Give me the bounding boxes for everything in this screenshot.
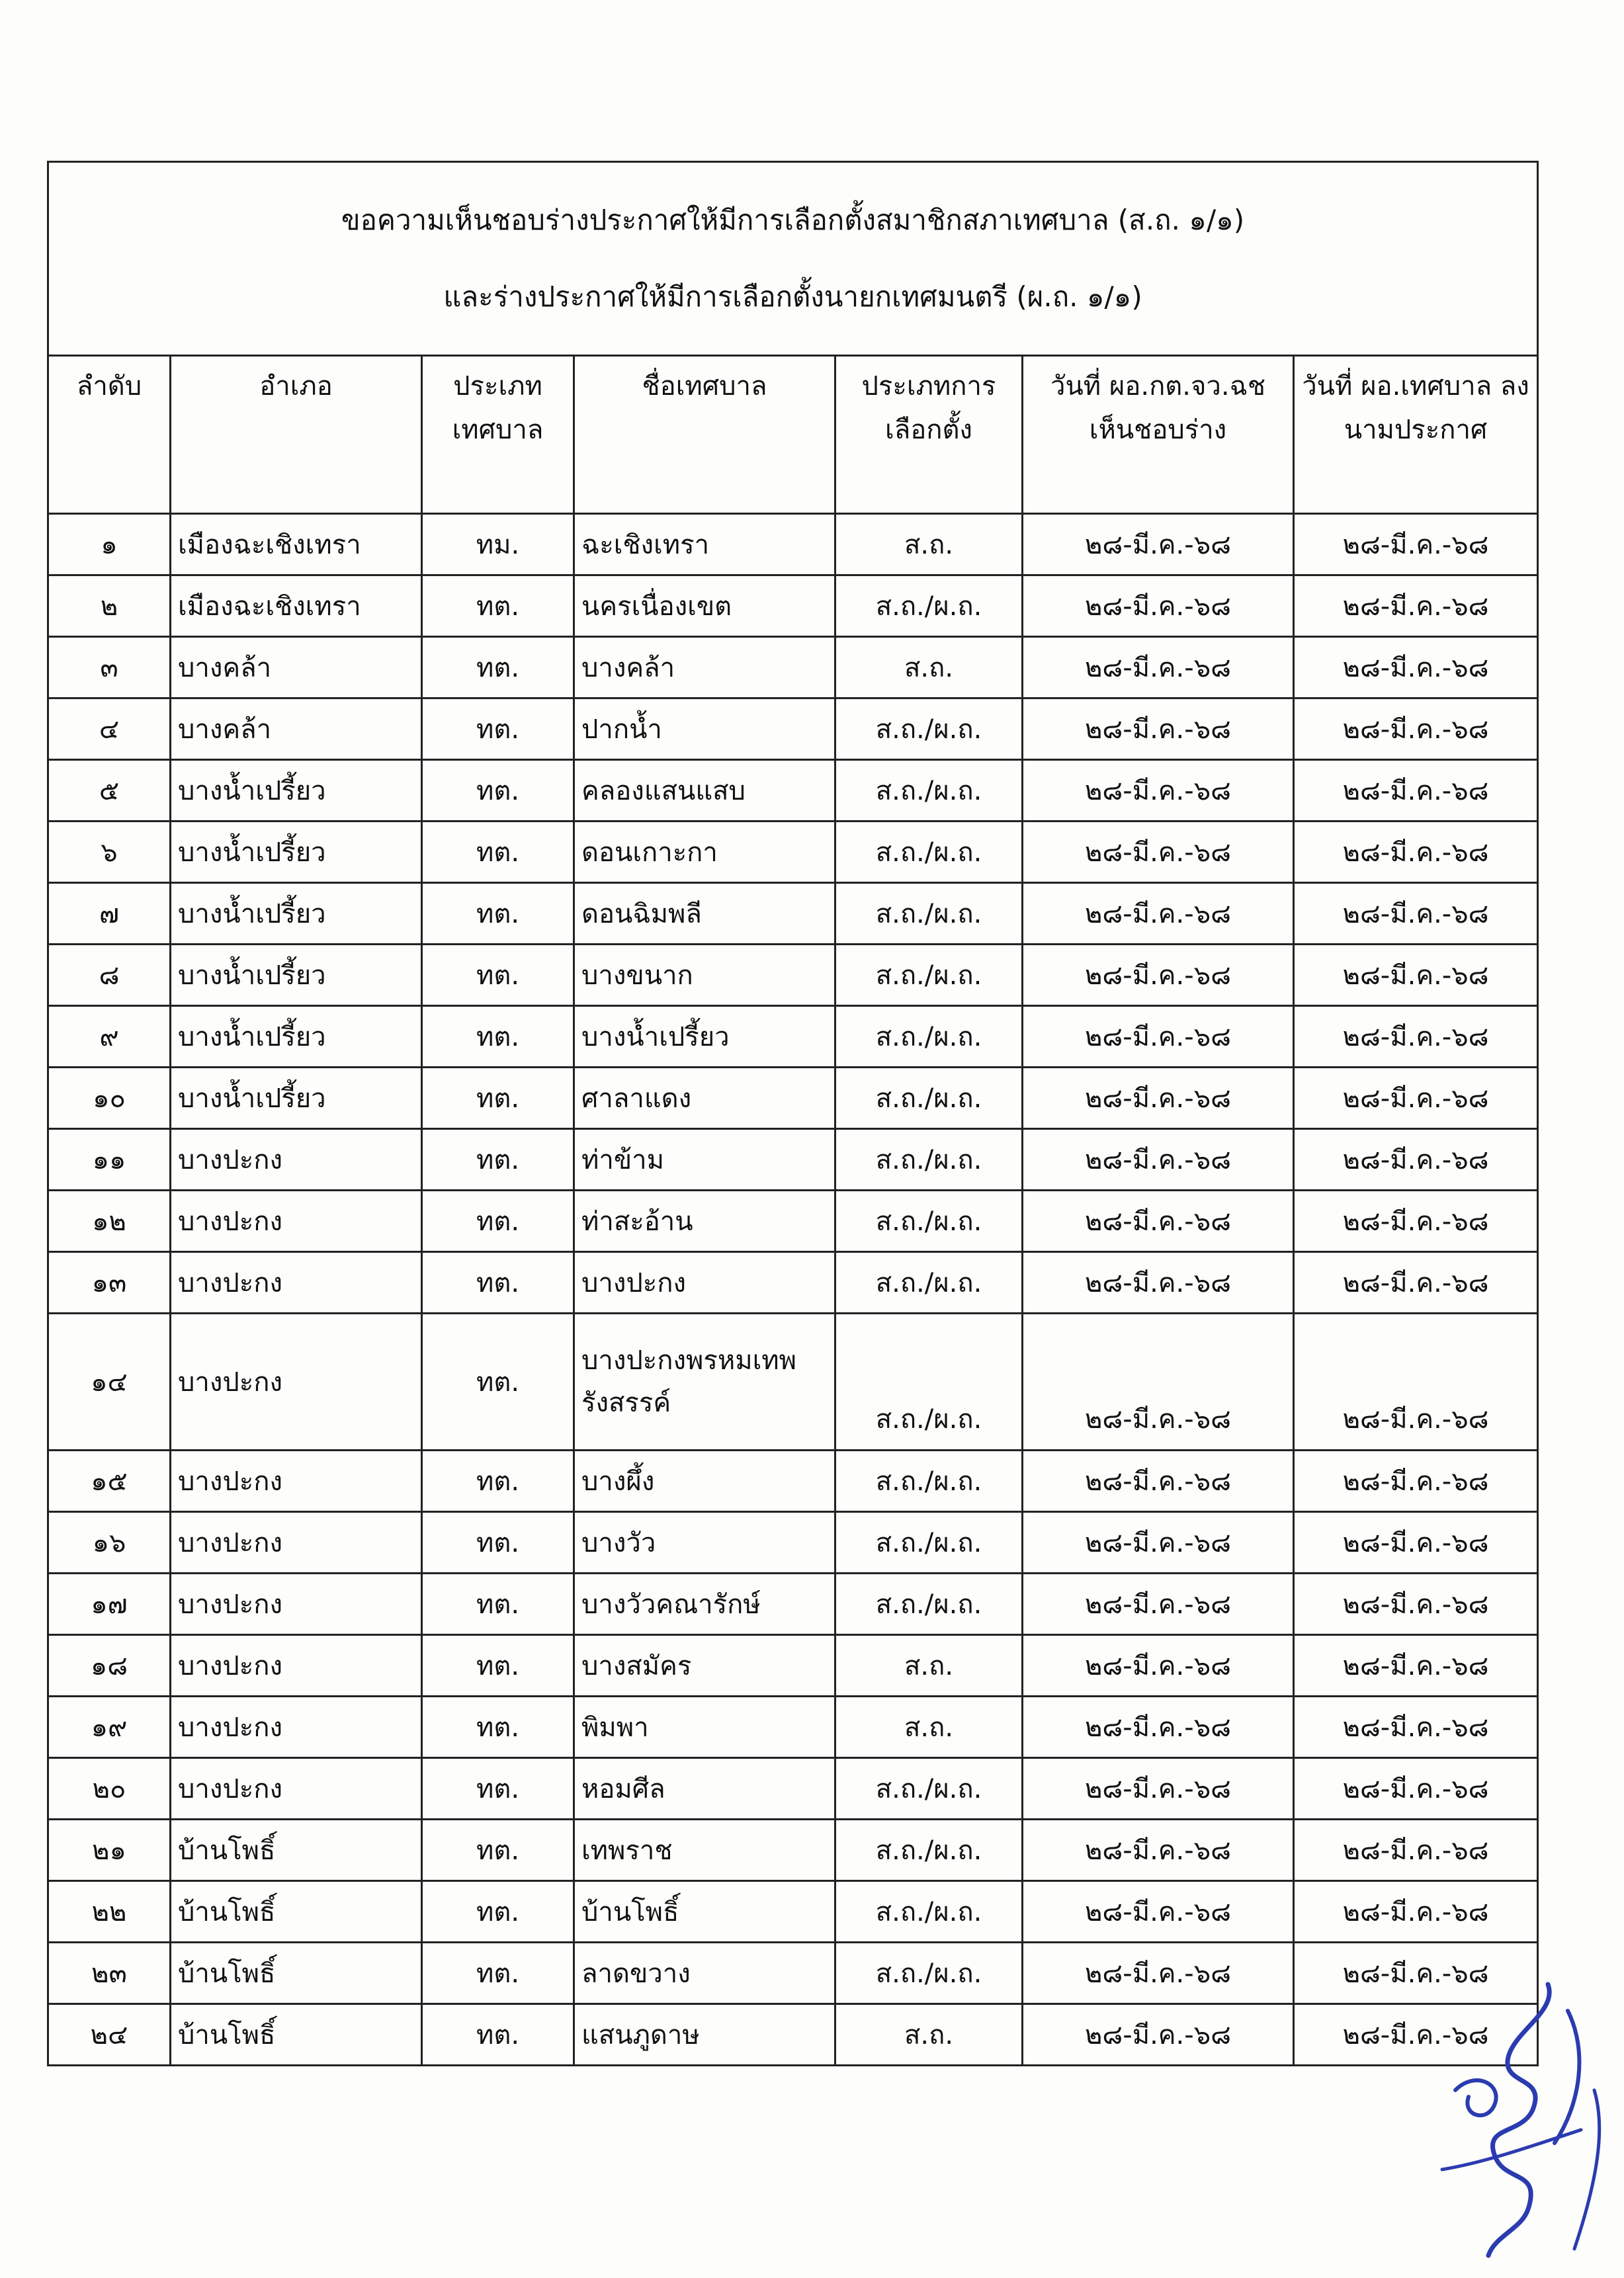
cell-no: ๑๗ [48, 1574, 171, 1635]
cell-no: ๒๒ [48, 1881, 171, 1943]
cell-signed-date: ๒๘-มี.ค.-๖๘ [1294, 1191, 1538, 1252]
cell-approve-date: ๒๘-มี.ค.-๖๘ [1023, 760, 1294, 822]
cell-election-type: ส.ถ./ผ.ถ. [835, 1820, 1023, 1881]
cell-approve-date: ๒๘-มี.ค.-๖๘ [1023, 1943, 1294, 2004]
title-line-2: และร่างประกาศให้มีการเลือกตั้งนายกเทศมนตรี (ผ.ถ. ๑/๑) [443, 280, 1142, 313]
cell-election-type: ส.ถ. [835, 1635, 1023, 1697]
table-title [48, 162, 1538, 356]
cell-signed-date: ๒๘-มี.ค.-๖๘ [1294, 1512, 1538, 1574]
cell-election-type: ส.ถ./ผ.ถ. [835, 1252, 1023, 1314]
cell-election-type: ส.ถ./ผ.ถ. [835, 1451, 1023, 1512]
cell-approve-date: ๒๘-มี.ค.-๖๘ [1023, 1820, 1294, 1881]
cell-signed-date: ๒๘-มี.ค.-๖๘ [1294, 637, 1538, 698]
cell-name: ดอนเกาะกา [574, 822, 835, 883]
cell-no: ๙ [48, 1006, 171, 1068]
cell-election-type: ส.ถ./ผ.ถ. [835, 1129, 1023, 1191]
table-row [48, 1697, 1538, 1758]
column-header-row [48, 356, 1538, 514]
cell-signed-date: ๒๘-มี.ค.-๖๘ [1294, 945, 1538, 1006]
table-row [48, 1129, 1538, 1191]
cell-type: ทต. [422, 1758, 574, 1820]
cell-type: ทต. [422, 1635, 574, 1697]
cell-no: ๑๓ [48, 1252, 171, 1314]
table-row [48, 822, 1538, 883]
cell-approve-date: ๒๘-มี.ค.-๖๘ [1023, 575, 1294, 637]
cell-no: ๑๕ [48, 1451, 171, 1512]
municipal-election-table [47, 161, 1539, 2066]
cell-name: บางคล้า [574, 637, 835, 698]
table-row [48, 1881, 1538, 1943]
table-row [48, 1191, 1538, 1252]
cell-name: บางปะกงพรหมเทพ รังสรรค์ [574, 1314, 835, 1451]
cell-no: ๒๑ [48, 1820, 171, 1881]
cell-approve-date: ๒๘-มี.ค.-๖๘ [1023, 1758, 1294, 1820]
table-row [48, 514, 1538, 575]
cell-type: ทต. [422, 822, 574, 883]
cell-no: ๘ [48, 945, 171, 1006]
cell-no: ๗ [48, 883, 171, 945]
cell-signed-date: ๒๘-มี.ค.-๖๘ [1294, 1881, 1538, 1943]
cell-type: ทต. [422, 1068, 574, 1129]
table-row [48, 575, 1538, 637]
cell-name: ศาลาแดง [574, 1068, 835, 1129]
cell-signed-date: ๒๘-มี.ค.-๖๘ [1294, 1451, 1538, 1512]
cell-name: บ้านโพธิ์ [574, 1881, 835, 1943]
cell-approve-date: ๒๘-มี.ค.-๖๘ [1023, 1574, 1294, 1635]
handwritten-signature [1416, 1971, 1614, 2275]
cell-election-type: ส.ถ./ผ.ถ. [835, 1068, 1023, 1129]
cell-district: เมืองฉะเชิงเทรา [171, 514, 422, 575]
cell-signed-date: ๒๘-มี.ค.-๖๘ [1294, 1006, 1538, 1068]
cell-signed-date: ๒๘-มี.ค.-๖๘ [1294, 822, 1538, 883]
table-row [48, 1820, 1538, 1881]
cell-district: เมืองฉะเชิงเทรา [171, 575, 422, 637]
cell-district: บางคล้า [171, 698, 422, 760]
cell-type: ทต. [422, 883, 574, 945]
cell-name: แสนภูดาษ [574, 2004, 835, 2066]
cell-type: ทต. [422, 2004, 574, 2066]
table-row [48, 1512, 1538, 1574]
table-row [48, 945, 1538, 1006]
cell-election-type: ส.ถ. [835, 1697, 1023, 1758]
cell-type: ทต. [422, 945, 574, 1006]
cell-signed-date: ๒๘-มี.ค.-๖๘ [1294, 1068, 1538, 1129]
cell-approve-date: ๒๘-มี.ค.-๖๘ [1023, 1451, 1294, 1512]
cell-no: ๑๒ [48, 1191, 171, 1252]
cell-election-type: ส.ถ./ผ.ถ. [835, 575, 1023, 637]
cell-no: ๑๖ [48, 1512, 171, 1574]
cell-election-type: ส.ถ./ผ.ถ. [835, 883, 1023, 945]
cell-no: ๒๓ [48, 1943, 171, 2004]
cell-election-type: ส.ถ./ผ.ถ. [835, 822, 1023, 883]
cell-name: หอมศีล [574, 1758, 835, 1820]
cell-district: บางน้ำเปรี้ยว [171, 1006, 422, 1068]
cell-name: ปากน้ำ [574, 698, 835, 760]
table-row [48, 1635, 1538, 1697]
cell-signed-date: ๒๘-มี.ค.-๖๘ [1294, 1943, 1538, 2004]
cell-type: ทต. [422, 1006, 574, 1068]
cell-no: ๕ [48, 760, 171, 822]
cell-type: ทต. [422, 1451, 574, 1512]
cell-district: บางน้ำเปรี้ยว [171, 883, 422, 945]
cell-type: ทต. [422, 698, 574, 760]
cell-district: บ้านโพธิ์ [171, 1943, 422, 2004]
cell-signed-date: ๒๘-มี.ค.-๖๘ [1294, 760, 1538, 822]
cell-type: ทต. [422, 760, 574, 822]
table-body [48, 514, 1538, 2066]
table-row [48, 2004, 1538, 2066]
cell-approve-date: ๒๘-มี.ค.-๖๘ [1023, 2004, 1294, 2066]
table-row [48, 637, 1538, 698]
cell-name: บางขนาก [574, 945, 835, 1006]
table-row [48, 883, 1538, 945]
table-row [48, 1574, 1538, 1635]
col-header-election: ประเภทการ เลือกตั้ง [835, 356, 1023, 514]
table-row [48, 1252, 1538, 1314]
cell-signed-date: ๒๘-มี.ค.-๖๘ [1294, 1820, 1538, 1881]
cell-approve-date: ๒๘-มี.ค.-๖๘ [1023, 1129, 1294, 1191]
cell-name: บางสมัคร [574, 1635, 835, 1697]
cell-election-type: ส.ถ./ผ.ถ. [835, 1574, 1023, 1635]
cell-type: ทต. [422, 575, 574, 637]
cell-approve-date: ๒๘-มี.ค.-๖๘ [1023, 1881, 1294, 1943]
cell-name: บางปะกง [574, 1252, 835, 1314]
title-line-1: ขอความเห็นชอบร่างประกาศให้มีการเลือกตั้งสมาชิกสภาเทศบาล (ส.ถ. ๑/๑) [341, 204, 1245, 236]
table-row [48, 1451, 1538, 1512]
cell-name: พิมพา [574, 1697, 835, 1758]
cell-approve-date: ๒๘-มี.ค.-๖๘ [1023, 1697, 1294, 1758]
col-header-no: ลำดับ [48, 356, 171, 514]
cell-district: บางปะกง [171, 1252, 422, 1314]
cell-district: บางคล้า [171, 637, 422, 698]
cell-election-type: ส.ถ./ผ.ถ. [835, 1943, 1023, 2004]
cell-signed-date: ๒๘-มี.ค.-๖๘ [1294, 2004, 1538, 2066]
cell-approve-date: ๒๘-มี.ค.-๖๘ [1023, 637, 1294, 698]
cell-type: ทต. [422, 1314, 574, 1451]
cell-district: บางน้ำเปรี้ยว [171, 945, 422, 1006]
cell-no: ๑๑ [48, 1129, 171, 1191]
table-row [48, 1758, 1538, 1820]
cell-no: ๒๔ [48, 2004, 171, 2066]
cell-approve-date: ๒๘-มี.ค.-๖๘ [1023, 883, 1294, 945]
cell-district: บางปะกง [171, 1314, 422, 1451]
cell-no: ๒ [48, 575, 171, 637]
col-header-type: ประเภท เทศบาล [422, 356, 574, 514]
cell-signed-date: ๒๘-มี.ค.-๖๘ [1294, 514, 1538, 575]
cell-district: บางปะกง [171, 1129, 422, 1191]
table-row [48, 1068, 1538, 1129]
cell-name: คลองแสนแสบ [574, 760, 835, 822]
cell-no: ๑ [48, 514, 171, 575]
cell-name: นครเนื่องเขต [574, 575, 835, 637]
cell-signed-date: ๒๘-มี.ค.-๖๘ [1294, 698, 1538, 760]
cell-no: ๖ [48, 822, 171, 883]
cell-no: ๔ [48, 698, 171, 760]
cell-approve-date: ๒๘-มี.ค.-๖๘ [1023, 945, 1294, 1006]
cell-type: ทต. [422, 1252, 574, 1314]
cell-name: บางวัวคณารักษ์ [574, 1574, 835, 1635]
cell-approve-date: ๒๘-มี.ค.-๖๘ [1023, 1006, 1294, 1068]
cell-no: ๑๘ [48, 1635, 171, 1697]
col-header-name: ชื่อเทศบาล [574, 356, 835, 514]
cell-district: บางปะกง [171, 1512, 422, 1574]
cell-approve-date: ๒๘-มี.ค.-๖๘ [1023, 1068, 1294, 1129]
cell-signed-date: ๒๘-มี.ค.-๖๘ [1294, 1252, 1538, 1314]
cell-signed-date: ๒๘-มี.ค.-๖๘ [1294, 1574, 1538, 1635]
cell-election-type: ส.ถ./ผ.ถ. [835, 945, 1023, 1006]
cell-type: ทต. [422, 1574, 574, 1635]
cell-name: เทพราช [574, 1820, 835, 1881]
cell-district: บางน้ำเปรี้ยว [171, 1068, 422, 1129]
cell-district: บ้านโพธิ์ [171, 1820, 422, 1881]
cell-election-type: ส.ถ./ผ.ถ. [835, 1006, 1023, 1068]
cell-district: บางปะกง [171, 1451, 422, 1512]
cell-election-type: ส.ถ./ผ.ถ. [835, 1881, 1023, 1943]
table-row [48, 698, 1538, 760]
cell-signed-date: ๒๘-มี.ค.-๖๘ [1294, 575, 1538, 637]
cell-approve-date: ๒๘-มี.ค.-๖๘ [1023, 1191, 1294, 1252]
cell-approve-date: ๒๘-มี.ค.-๖๘ [1023, 698, 1294, 760]
cell-election-type: ส.ถ./ผ.ถ. [835, 698, 1023, 760]
cell-district: บ้านโพธิ์ [171, 1881, 422, 1943]
cell-election-type: ส.ถ./ผ.ถ. [835, 1314, 1023, 1451]
cell-signed-date: ๒๘-มี.ค.-๖๘ [1294, 883, 1538, 945]
cell-no: ๑๔ [48, 1314, 171, 1451]
cell-type: ทต. [422, 1512, 574, 1574]
cell-name: ฉะเชิงเทรา [574, 514, 835, 575]
cell-type: ทต. [422, 1943, 574, 2004]
cell-district: บางปะกง [171, 1635, 422, 1697]
cell-district: บางปะกง [171, 1697, 422, 1758]
cell-no: ๑๙ [48, 1697, 171, 1758]
cell-district: บางน้ำเปรี้ยว [171, 822, 422, 883]
cell-type: ทต. [422, 1820, 574, 1881]
cell-election-type: ส.ถ./ผ.ถ. [835, 1191, 1023, 1252]
cell-type: ทต. [422, 637, 574, 698]
cell-name: ท่าข้าม [574, 1129, 835, 1191]
cell-type: ทต. [422, 1191, 574, 1252]
cell-district: บางปะกง [171, 1758, 422, 1820]
table-row [48, 1006, 1538, 1068]
cell-district: บ้านโพธิ์ [171, 2004, 422, 2066]
cell-name: ลาดขวาง [574, 1943, 835, 2004]
cell-signed-date: ๒๘-มี.ค.-๖๘ [1294, 1635, 1538, 1697]
cell-approve-date: ๒๘-มี.ค.-๖๘ [1023, 1512, 1294, 1574]
cell-district: บางน้ำเปรี้ยว [171, 760, 422, 822]
cell-approve-date: ๒๘-มี.ค.-๖๘ [1023, 1635, 1294, 1697]
cell-name: บางวัว [574, 1512, 835, 1574]
table-row [48, 1314, 1538, 1451]
cell-election-type: ส.ถ./ผ.ถ. [835, 1512, 1023, 1574]
cell-election-type: ส.ถ./ผ.ถ. [835, 1758, 1023, 1820]
cell-district: บางปะกง [171, 1574, 422, 1635]
cell-name: บางน้ำเปรี้ยว [574, 1006, 835, 1068]
table-row [48, 760, 1538, 822]
cell-election-type: ส.ถ./ผ.ถ. [835, 760, 1023, 822]
cell-type: ทต. [422, 1697, 574, 1758]
cell-approve-date: ๒๘-มี.ค.-๖๘ [1023, 514, 1294, 575]
cell-signed-date: ๒๘-มี.ค.-๖๘ [1294, 1129, 1538, 1191]
cell-name: บางผึ้ง [574, 1451, 835, 1512]
cell-election-type: ส.ถ. [835, 637, 1023, 698]
cell-signed-date: ๒๘-มี.ค.-๖๘ [1294, 1697, 1538, 1758]
cell-approve-date: ๒๘-มี.ค.-๖๘ [1023, 1252, 1294, 1314]
cell-type: ทต. [422, 1129, 574, 1191]
cell-no: ๑๐ [48, 1068, 171, 1129]
cell-type: ทม. [422, 514, 574, 575]
cell-election-type: ส.ถ. [835, 514, 1023, 575]
cell-signed-date: ๒๘-มี.ค.-๖๘ [1294, 1314, 1538, 1451]
cell-election-type: ส.ถ. [835, 2004, 1023, 2066]
cell-district: บางปะกง [171, 1191, 422, 1252]
col-header-approve-date: วันที่ ผอ.กต.จว.ฉช เห็นชอบร่าง [1023, 356, 1294, 514]
cell-name: ดอนฉิมพลี [574, 883, 835, 945]
cell-type: ทต. [422, 1881, 574, 1943]
cell-approve-date: ๒๘-มี.ค.-๖๘ [1023, 822, 1294, 883]
cell-signed-date: ๒๘-มี.ค.-๖๘ [1294, 1758, 1538, 1820]
cell-no: ๒๐ [48, 1758, 171, 1820]
cell-no: ๓ [48, 637, 171, 698]
cell-name: ท่าสะอ้าน [574, 1191, 835, 1252]
cell-approve-date: ๒๘-มี.ค.-๖๘ [1023, 1314, 1294, 1451]
col-header-signed-date: วันที่ ผอ.เทศบาล ลงนามประกาศ [1294, 356, 1538, 514]
table-row [48, 1943, 1538, 2004]
col-header-district: อำเภอ [171, 356, 422, 514]
